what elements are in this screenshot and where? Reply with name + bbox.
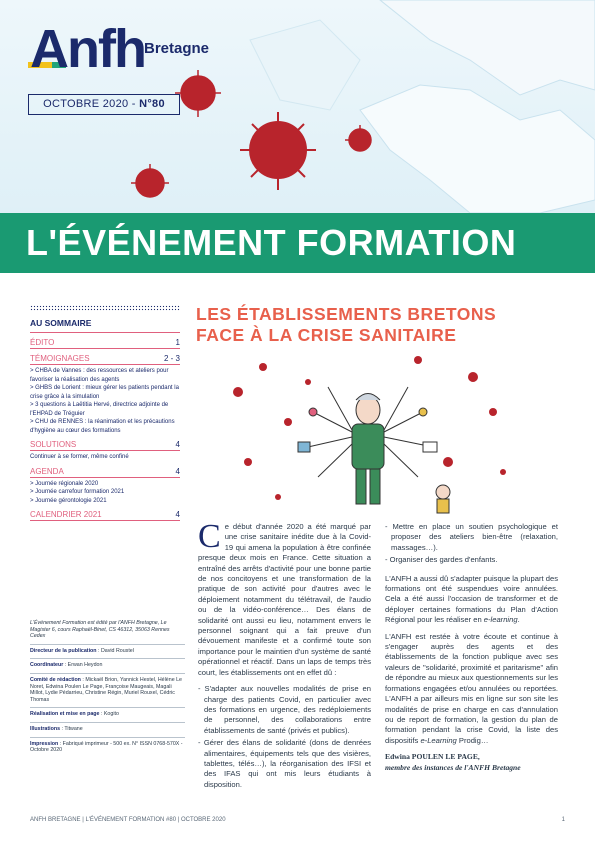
article-bullet: - Organiser des gardes d'enfants. bbox=[385, 555, 498, 565]
toc-entry-page: 1 bbox=[175, 338, 180, 347]
toc-subitem: > CHBA de Vannes : des ressources et ateliers pour favoriser la réalisation des agents bbox=[30, 368, 169, 383]
drop-cap: C bbox=[198, 518, 221, 555]
toc-entry bbox=[30, 510, 180, 521]
article-paragraph: L'ANFH est restée à votre écoute et continue à s'engager auprès des agents et des établissements de la fonction publique avec ses valeurs de "solidarité, proximité et paritarisme" afin de répondre au mieux aux questionnements sur les formations engagées et/ou annulées ou reportées. L'ANFH a par ailleurs mis en ligne sur son site les modalités de prise en charge en cas d'annulation ou de report de formation, la gestion du plan de formation pendant la crise Covid, la liste des dispositifs e-Learning Prodig… bbox=[385, 631, 558, 745]
divider bbox=[30, 658, 185, 659]
divider bbox=[30, 644, 185, 645]
divider bbox=[30, 707, 185, 708]
map-shape bbox=[360, 85, 595, 213]
toc-entry bbox=[30, 467, 180, 478]
toc-subitem: > GHBS de Lorient : mieux gérer les patients pendant la crise grâce à la simulation bbox=[30, 385, 179, 400]
toc-entry-page: 4 bbox=[175, 440, 180, 449]
toc-subitem: > Journée gérontologie 2021 bbox=[30, 497, 107, 504]
issue-label: OCTOBRE 2020 - bbox=[43, 98, 140, 110]
nurse-illustration bbox=[218, 352, 518, 517]
article-bullet: - S'adapter aux nouvelles modalités de prise en charge des patients Covid, en particulier avec des formations en urgence, des redéploiements de personnel, des collaborations entre établissements de santé (privés et publics). bbox=[198, 684, 371, 735]
toc-entry-page: 4 bbox=[175, 510, 180, 519]
article-title-line1: LES ÉTABLISSEMENTS BRETONS bbox=[196, 304, 497, 324]
credits-intro: L'Événement Formation est édité par l'ANFH Bretagne, Le Magister 6, cours Raphaël-Binet, CS 46312, 35063 Rennes Cedex bbox=[30, 620, 170, 640]
signature-role: membre des instances de l'ANFH Bretagne bbox=[385, 762, 521, 772]
article-bullet: - Mettre en place un soutien psychologique et proposer des ateliers bien-être (relaxation, massages…). bbox=[385, 522, 558, 552]
credit-illustrations: Illustrations : Titwane bbox=[30, 725, 83, 732]
article-title bbox=[196, 304, 576, 346]
toc-entry bbox=[30, 354, 180, 365]
region-label: Bretagne bbox=[144, 40, 210, 57]
credit-committee: Comité de rédaction : Mickaël Brion, Yannick Hestel, Hélène Le Noret, Edwina Poulen Le Page, Françoise Maugeais, Magali Millot, Lydie Pédarrieu, Christine Régin, Muriel Rouxel, Cédric Thomas bbox=[30, 676, 183, 703]
article-column-1 bbox=[198, 518, 371, 792]
article-body bbox=[198, 518, 558, 792]
toc-subitem: Continuer à se former, même confiné bbox=[30, 454, 129, 460]
toc-entry bbox=[30, 440, 180, 451]
article-paragraph: Ce début d'année 2020 a été marqué par une crise sanitaire inédite due à la Covid-19 qui amena la population à être confinée presque deux mois en France. Cette situation a entraîné des arrêts d'activité pour une bonne partie de nos concitoyens et une transformation de la pratique de son activité pour d'autres avec le déploiement notamment du télétravail, de l'audio ou de la vidéo-conférence… Des élans de solidarité ont aussi eu lieu, notamment envers le personnel soignant qui a fait preuve d'un dévouement manifeste et a confirmé toute son importance pour le maintien d'un système de santé opérationnel et réactif. Dans un laps de temps très court, les établissements ont en effet dû : bbox=[198, 518, 371, 677]
toc-sections bbox=[30, 338, 180, 521]
issue-number: N°80 bbox=[139, 98, 165, 110]
table-of-contents bbox=[30, 318, 180, 521]
article-title-line2: FACE À LA CRISE SANITAIRE bbox=[196, 325, 457, 345]
toc-subitem: > 3 questions à Laëtitia Hervé, directrice adjointe de l'EHPAD de Tréguier bbox=[30, 402, 169, 417]
credit-layout: Réalisation et mise en page : Kogito bbox=[30, 711, 119, 718]
signature bbox=[385, 752, 558, 773]
virus-icon bbox=[175, 70, 221, 117]
nurse-figure bbox=[298, 387, 450, 513]
credits bbox=[30, 620, 185, 754]
credit-coordinator: Coordinateur : Erwan Heydon bbox=[30, 662, 103, 669]
virus-icon bbox=[345, 125, 371, 151]
toc-entry-label: TÉMOIGNAGES bbox=[30, 354, 90, 363]
publication-title: L'ÉVÉNEMENT FORMATION bbox=[26, 222, 517, 263]
toc-subitems bbox=[30, 480, 180, 506]
article-column-2 bbox=[385, 522, 558, 792]
toc-entry-page: 2 - 3 bbox=[163, 354, 180, 363]
toc-heading: AU SOMMAIRE bbox=[30, 318, 180, 333]
credit-print: Impression : Fabriqué imprimeur - 500 ex. N° ISSN 0768-570X - Octobre 2020 bbox=[30, 740, 183, 754]
signature-name: Edwina POULEN LE PAGE, bbox=[385, 752, 480, 762]
toc-entry bbox=[30, 338, 180, 349]
divider bbox=[30, 722, 185, 723]
dotted-rule bbox=[30, 305, 180, 311]
anfh-logo: Anfh bbox=[30, 19, 145, 79]
toc-subitems bbox=[30, 367, 180, 435]
virus-icon bbox=[240, 112, 316, 190]
toc-entry-label: ÉDITO bbox=[30, 338, 55, 347]
map-shape bbox=[380, 0, 595, 95]
toc-entry-page: 4 bbox=[175, 466, 180, 476]
issue-box bbox=[28, 94, 180, 115]
toc-subitems bbox=[30, 453, 180, 462]
divider bbox=[30, 737, 185, 738]
toc-subitem: > CHU de RENNES : la réanimation et les précautions d'hygiène au cœur des formations bbox=[30, 419, 175, 434]
toc-entry-label: CALENDRIER 2021 bbox=[30, 510, 102, 519]
toc-entry-label: SOLUTIONS bbox=[30, 440, 77, 449]
toc-entry-label: AGENDA bbox=[30, 466, 64, 476]
page-number: 1 bbox=[561, 817, 565, 823]
toc-subitem: > Journée carrefour formation 2021 bbox=[30, 489, 125, 495]
article-paragraph: L'ANFH a aussi dû s'adapter puisque la plupart des formations ont été suspendues voire annulées. Cela a été aussi l'occasion de transformer et de déployer certaines formations du Plan d'Action Régional pour les réaliser en e-learning. bbox=[385, 573, 558, 625]
footer-text: ANFH BRETAGNE | L'ÉVÉNEMENT FORMATION #80 | OCTOBRE 2020 bbox=[30, 817, 226, 823]
virus-icon bbox=[131, 164, 169, 197]
toc-subitem: > Journée régionale 2020 bbox=[30, 480, 99, 487]
page-footer bbox=[30, 817, 565, 823]
divider bbox=[30, 673, 185, 674]
article-bullet: - Gérer des élans de solidarité (dons de denrées alimentaires, équipements tels que des visières, tablettes, télés…), la réorganisation des IFSI et des IFAS qui ont mis leurs étudiants à disposition. bbox=[198, 738, 371, 789]
map-shape bbox=[250, 20, 360, 110]
credit-director: Directeur de la publication : David Roustel bbox=[30, 647, 134, 654]
